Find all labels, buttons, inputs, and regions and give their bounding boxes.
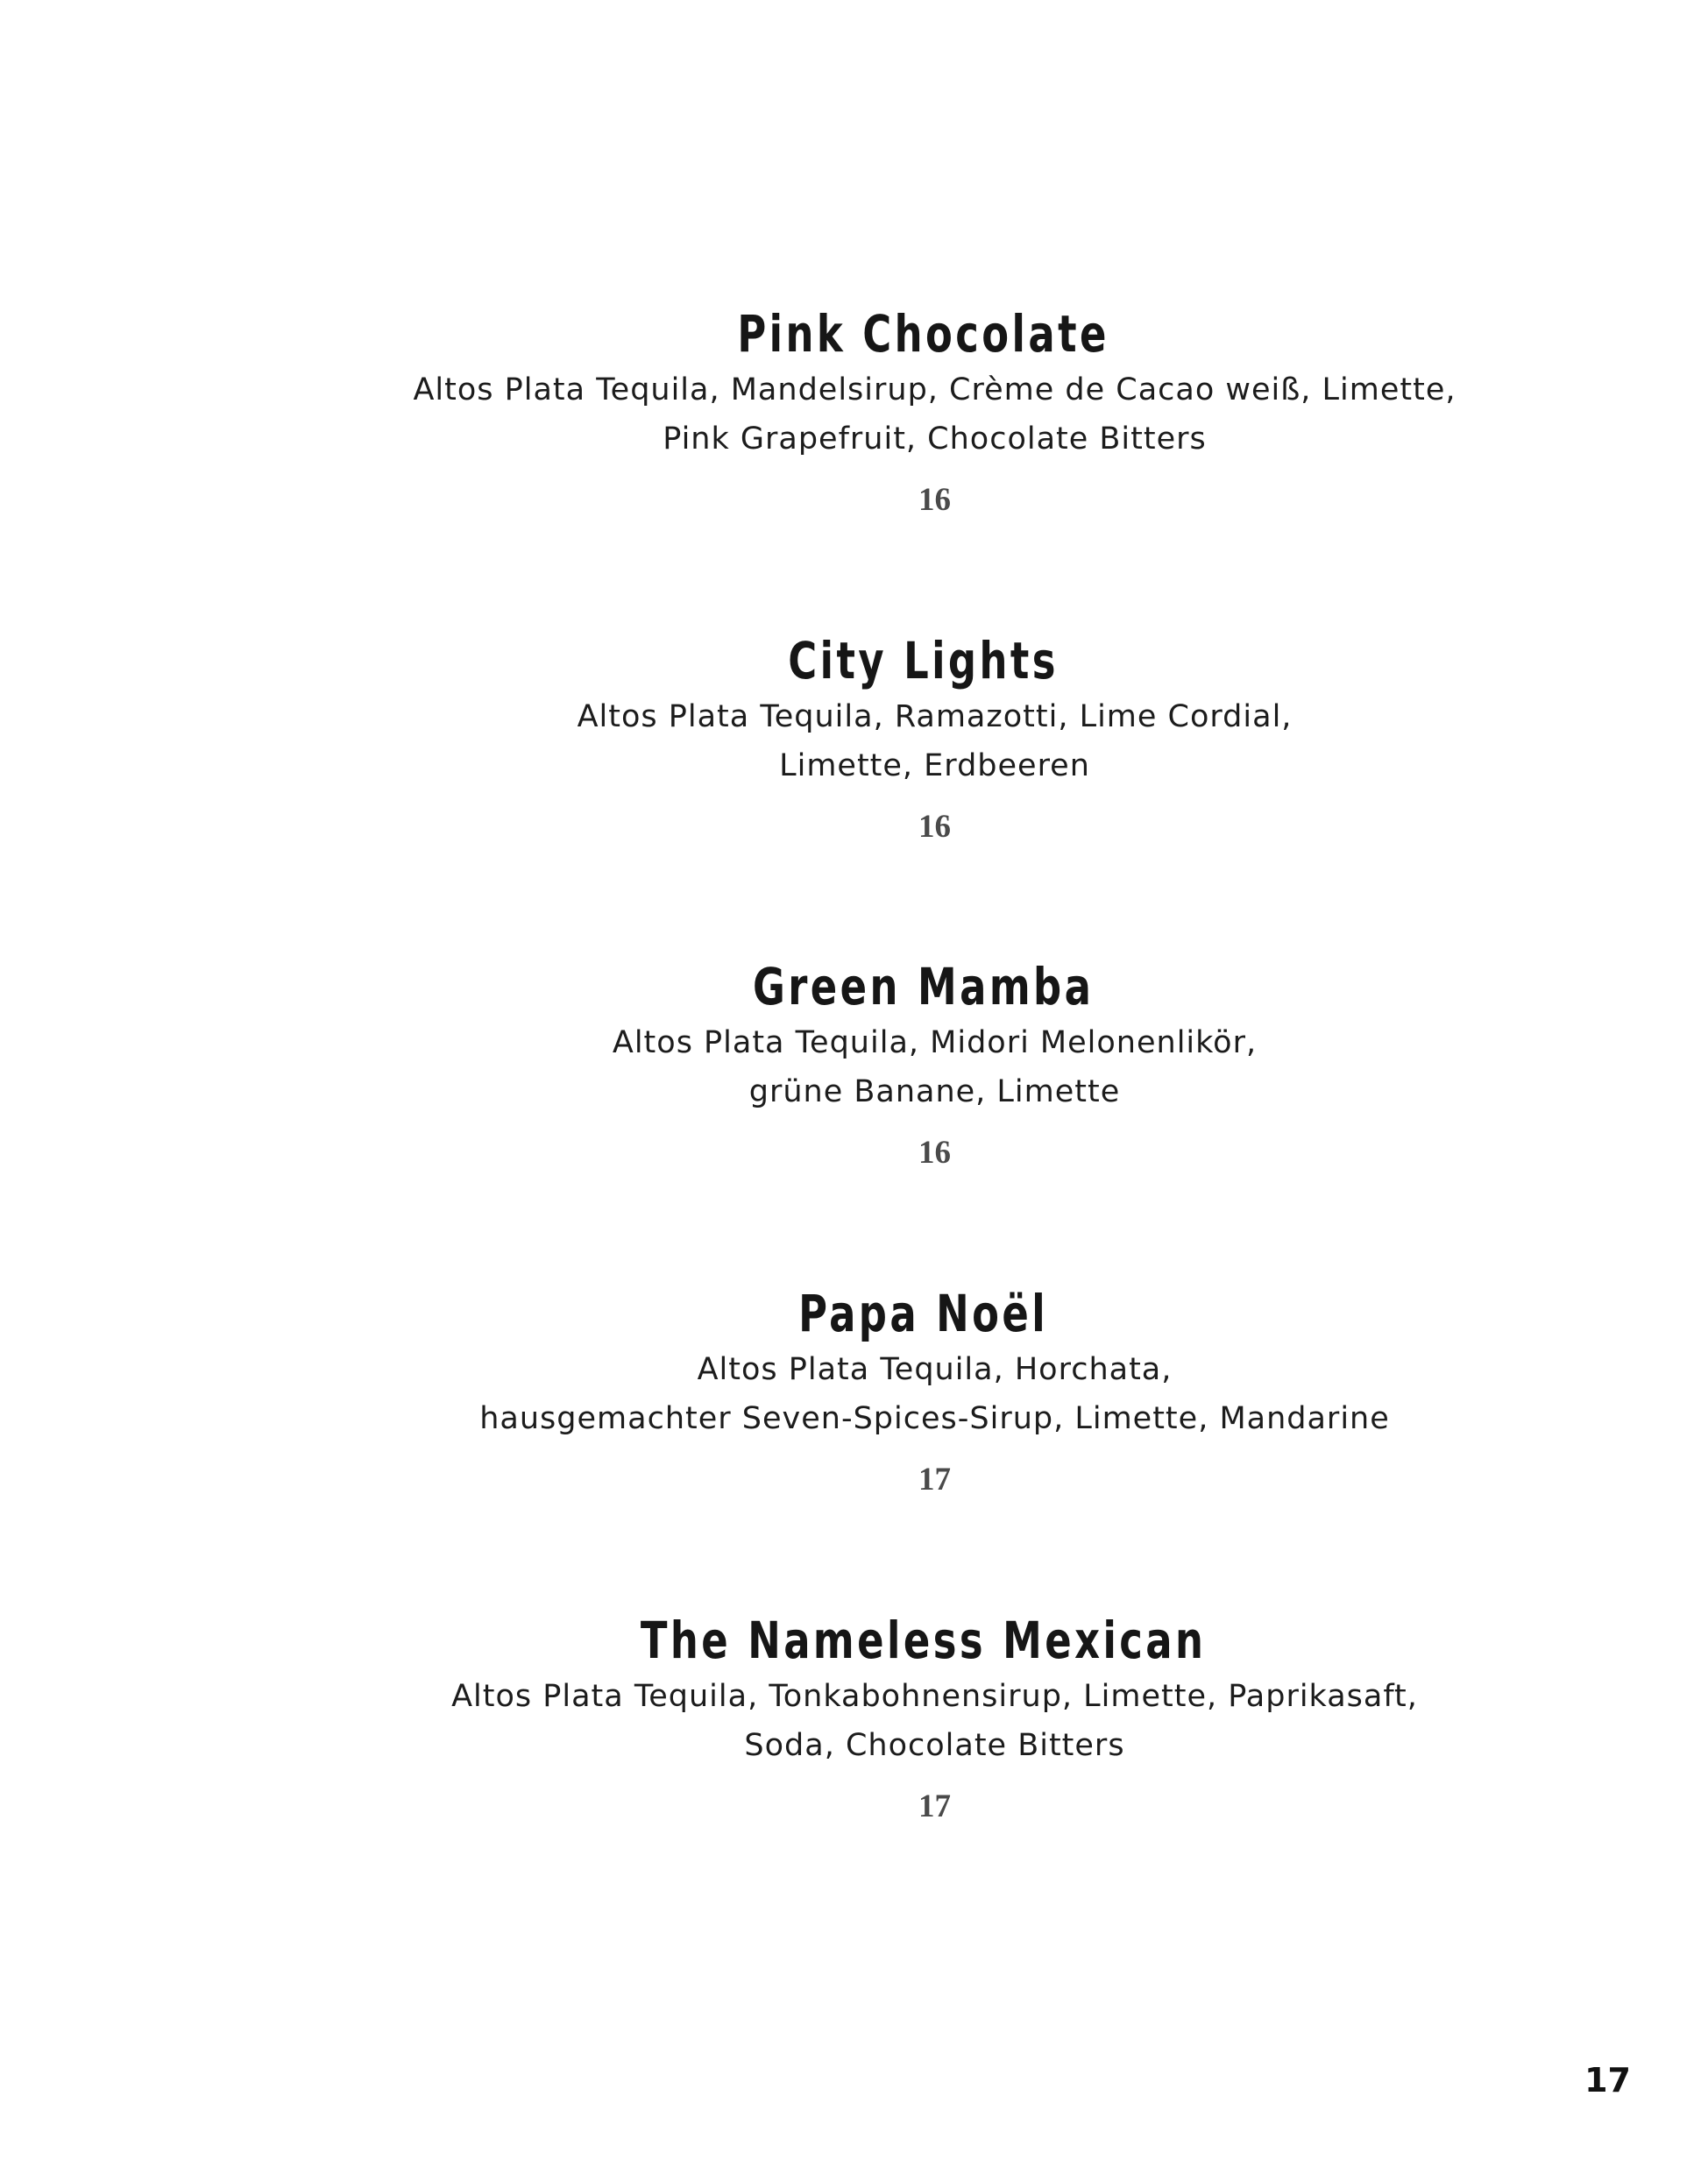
- ingredients-line-2: Pink Grapefruit, Chocolate Bitters: [663, 421, 1207, 457]
- menu-item-pink-chocolate: [0, 302, 1708, 521]
- drink-price: 16: [918, 482, 951, 518]
- ingredients-line-1: Altos Plata Tequila, Ramazotti, Lime Cordial,: [577, 699, 1293, 734]
- drink-name: Papa Noël: [798, 1284, 1049, 1343]
- drink-name: The Nameless Mexican: [640, 1611, 1207, 1670]
- page-number: 17: [1584, 2061, 1631, 2100]
- drink-name: Green Mamba: [752, 957, 1095, 1016]
- ingredients-line-1: Altos Plata Tequila, Midori Melonenlikör,: [612, 1025, 1258, 1060]
- menu-item-city-lights: [0, 629, 1708, 848]
- drink-price: 16: [918, 1135, 951, 1171]
- ingredients-line-2: hausgemachter Seven-Spices-Sirup, Limette, Mandarine: [479, 1401, 1390, 1436]
- drink-price: 16: [918, 809, 951, 845]
- drink-price: 17: [918, 1462, 951, 1498]
- drink-name: City Lights: [788, 631, 1059, 690]
- drink-price: 17: [918, 1788, 951, 1824]
- ingredients-line-1: Altos Plata Tequila, Tonkabohnensirup, Limette, Paprikasaft,: [451, 1679, 1418, 1714]
- ingredients-line-1: Altos Plata Tequila, Horchata,: [697, 1352, 1173, 1387]
- menu-item-the-nameless-mexican: [0, 1609, 1708, 1828]
- menu-item-green-mamba: [0, 955, 1708, 1174]
- drink-name: Pink Chocolate: [737, 304, 1109, 364]
- ingredients-line-2: Limette, Erdbeeren: [779, 748, 1090, 783]
- ingredients-line-1: Altos Plata Tequila, Mandelsirup, Crème de Cacao weiß, Limette,: [413, 372, 1456, 407]
- ingredients-line-2: Soda, Chocolate Bitters: [744, 1728, 1125, 1763]
- menu-item-papa-noel: [0, 1282, 1708, 1501]
- ingredients-line-2: grüne Banane, Limette: [748, 1074, 1121, 1109]
